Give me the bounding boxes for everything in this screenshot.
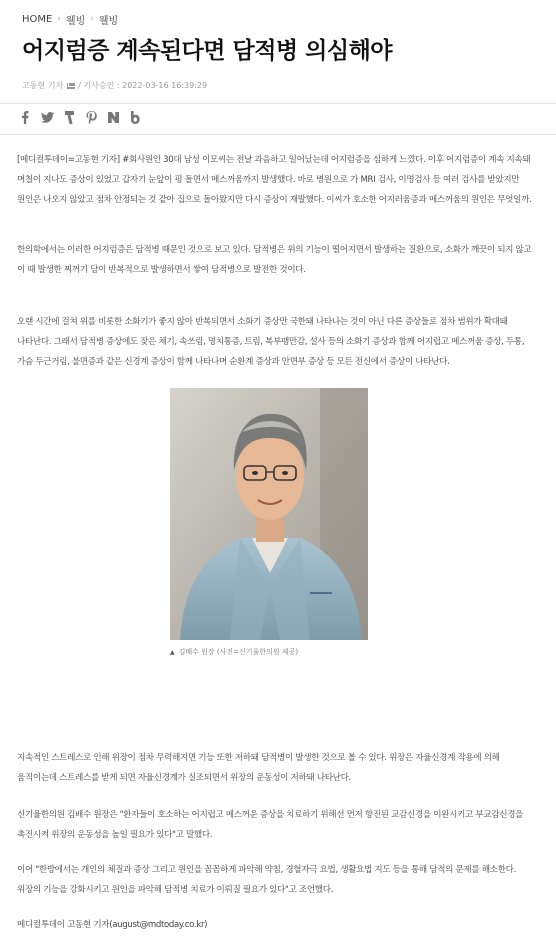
photo-caption — [170, 647, 298, 657]
article-paragraph: [메디컬투데이=고동현 기자] #회사원인 30대 남성 이모씨는 전날 과음하고 일어났는데 어지럼증을 심하게 느꼈다. 이후 어지럼증이 계속 지속돼 며칠이 지나도 증상이 있었고 갑자기 눈앞이 핑 돌면서 메스꺼움까지 발생했다. 바로 병원으로 가 MRI 검사, 이명검사 등 여러 검사를 받았지만 원인은 나오지 않았고 점차 안정되는 것 같아 집으로 돌아왔지만 다시 증상이 재발했다. 이씨가 호소한 어지러움증과 메스꺼움의 원인은 무엇일까. — [17, 155, 532, 205]
article-photo — [170, 388, 368, 640]
photo-caption-text: 김배수 원장 (사진=신기율한의원 제공) — [178, 648, 299, 656]
mail-icon[interactable] — [67, 83, 75, 89]
doctor-portrait-image — [170, 388, 368, 640]
share-bar — [18, 110, 142, 124]
article-paragraph: 한의학에서는 이러한 어지럼증은 담적병 때문인 것으로 보고 있다. 담적병은 위의 기능이 떨어지면서 발생하는 질환으로, 소화가 깨끗이 되지 않고 이 때 발생한 찌꺼기 담이 반복적으로 발생하면서 쌓여 담적병으로 발전한 것이다. — [17, 245, 532, 275]
divider — [0, 134, 556, 135]
breadcrumb-home[interactable]: HOME — [22, 13, 53, 25]
article-title: 어지럼증 계속된다면 담적병 의심해야 — [22, 38, 393, 64]
breadcrumb — [22, 12, 118, 26]
article-paragraph: 오랜 시간에 걸쳐 위를 비롯한 소화기가 좋지 않아 반복되면서 소화기 증상만 국한돼 나타나는 것이 아닌 다른 증상들로 점차 범위가 확대돼 나타난다. 그래서 담적병 증상에도 잦은 체기, 속쓰림, 명치통증, 트림, 복부팽만감, 설사 등의 소화기 증상과 함께 어지럽고 메스꺼움 증상, 두통, 가슴 두근거림, 불면증과 같은 신경계 증상이 함께 나타나며 순환계 증상과 안면부 증상 등 모든 전신에서 증상이 나타난다. — [17, 317, 525, 367]
reporter-signature: 메디컬투데이 고동현 기자(august@mdtoday.co.kr) — [17, 920, 208, 930]
article-paragraph: 신기율한의원 김배수 원장은 "환자들이 호소하는 어지럽고 메스꺼운 증상을 치료하기 위해선 먼저 항진된 교감신경을 이완시키고 부교감신경을 촉진시켜 위장의 운동성을 높일 필요가 있다"고 말했다. — [17, 810, 524, 840]
pinterest-icon[interactable] — [84, 110, 98, 124]
breadcrumb-separator-icon: › — [57, 14, 61, 24]
article-paragraph: 이어 "한방에서는 개인의 체질과 증상 그리고 원인을 꼼꼼하게 파악해 약침, 경혈자극 요법, 생활요법 지도 등을 통해 담적의 문제를 해소한다. 위장의 기능을 강화시키고 원인을 파악해 담적병 치료가 이뤄질 필요가 있다"고 조언했다. — [17, 865, 516, 895]
approval-time: / 기사승인 : 2022-03-16 16:39:29 — [78, 81, 208, 90]
triangle-icon: ▲ — [170, 648, 175, 656]
article-meta — [22, 80, 207, 91]
naver-icon[interactable] — [106, 110, 120, 124]
twitter-icon[interactable] — [40, 110, 54, 124]
reporter-name[interactable]: 고동현 기자 — [22, 81, 64, 90]
breadcrumb-section[interactable]: 웰빙 — [65, 15, 86, 27]
breadcrumb-subsection[interactable]: 웰빙 — [98, 15, 119, 27]
article-paragraph: 지속적인 스트레스로 인해 위장이 점차 무력해지면 기능 또한 저하돼 담적병이 발생한 것으로 볼 수 있다. 위장은 자율신경계 작용에 의해 움직이는데 스트레스를 받게 되면 자율신경계가 실조되면서 위장의 운동성이 저하돼 나타난다. — [17, 753, 500, 783]
facebook-icon[interactable] — [18, 110, 32, 124]
breadcrumb-separator-icon: › — [90, 14, 94, 24]
band-icon[interactable] — [128, 110, 142, 124]
kakaostory-icon[interactable] — [62, 110, 76, 124]
divider — [0, 103, 556, 104]
